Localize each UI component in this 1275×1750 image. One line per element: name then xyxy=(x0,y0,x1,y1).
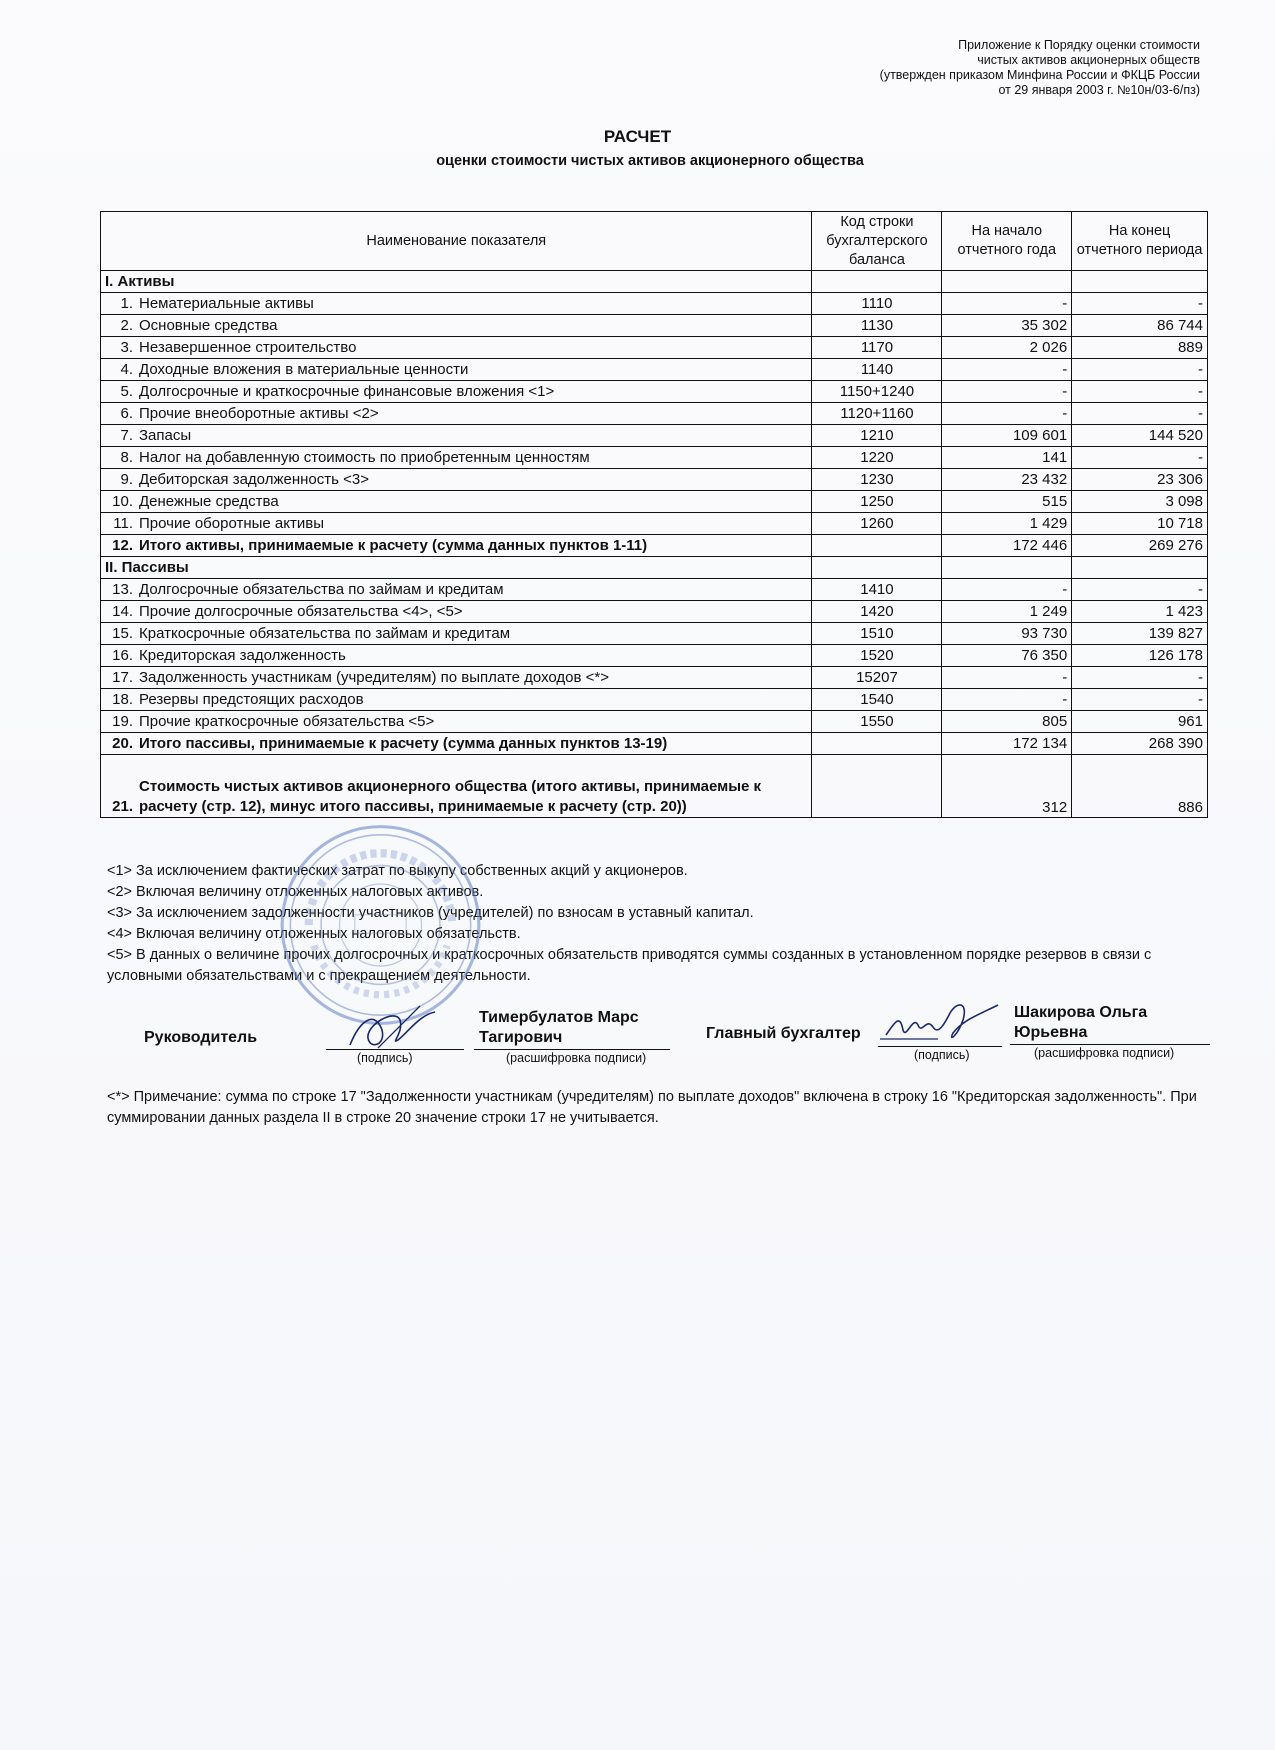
empty-cell xyxy=(812,557,942,579)
row-end-value: - xyxy=(1072,359,1208,381)
row-end-value: 144 520 xyxy=(1072,425,1208,447)
appendix-note xyxy=(780,38,1200,98)
row-number: 1. xyxy=(120,295,133,312)
empty-cell xyxy=(1072,271,1208,293)
row-code xyxy=(812,733,942,755)
company-stamp xyxy=(278,820,483,1030)
row-label: Краткосрочные обязательства по займам и кредитам xyxy=(139,625,511,642)
row-end-value: - xyxy=(1072,403,1208,425)
head-label: Руководитель xyxy=(144,1029,258,1046)
row-number: 17. xyxy=(112,669,133,686)
row-code: 1420 xyxy=(812,601,942,623)
liabilities-total-row xyxy=(101,733,1208,755)
table-row xyxy=(101,425,1208,447)
row-start-value: 23 432 xyxy=(942,469,1072,491)
row-end-value: - xyxy=(1072,381,1208,403)
row-label: Нематериальные активы xyxy=(139,295,314,312)
section-row xyxy=(101,271,1208,293)
row-code: 1150+1240 xyxy=(812,381,942,403)
row-start-value: 1 429 xyxy=(942,513,1072,535)
footnote: <5> В данных о величине прочих долгосрочных и краткосрочных обязательств приводятся суммы созданных в установленном порядке резервов в связи с условными обязательствами и с прекращением деятельности. xyxy=(107,947,1152,984)
row-number: 19. xyxy=(112,713,133,730)
assets-rows xyxy=(101,293,1208,535)
row-end-value: 10 718 xyxy=(1072,513,1208,535)
table-row xyxy=(101,689,1208,711)
section-row xyxy=(101,557,1208,579)
row-name xyxy=(101,359,812,381)
row-start-value: 515 xyxy=(942,491,1072,513)
row-end-value: 139 827 xyxy=(1072,623,1208,645)
row-end-value: 3 098 xyxy=(1072,491,1208,513)
footnote: <2> Включая величину отложенных налоговых активов. xyxy=(107,884,484,900)
head-decode-line xyxy=(474,1049,670,1050)
row-start-value: - xyxy=(942,381,1072,403)
row-end-value: 961 xyxy=(1072,711,1208,733)
row-end-value: 268 390 xyxy=(1072,733,1208,755)
document-subtitle: оценки стоимости чистых активов акционерного общества xyxy=(436,153,864,169)
row-number: 18. xyxy=(112,691,133,708)
row-number: 9. xyxy=(120,471,133,488)
row-name xyxy=(101,381,812,403)
row-end-value: 23 306 xyxy=(1072,469,1208,491)
row-number: 5. xyxy=(120,383,133,400)
row-code: 1260 xyxy=(812,513,942,535)
header-code: Код строки бухгалтерского баланса xyxy=(812,212,942,271)
section-liabilities-title: II. Пассивы xyxy=(101,557,812,579)
row-start-value: - xyxy=(942,579,1072,601)
row-name xyxy=(101,403,812,425)
row-number: 3. xyxy=(120,339,133,356)
row-number: 20. xyxy=(112,735,133,752)
head-decode-caption: (расшифровка подписи) xyxy=(506,1051,647,1065)
appendix-line: чистых активов акционерных обществ xyxy=(977,53,1200,67)
table-row xyxy=(101,381,1208,403)
table-row xyxy=(101,293,1208,315)
row-label: Незавершенное строительство xyxy=(139,339,357,356)
empty-cell xyxy=(942,271,1072,293)
table-row xyxy=(101,359,1208,381)
row-end-value: - xyxy=(1072,579,1208,601)
row-label: Прочие краткосрочные обязательства <5> xyxy=(139,713,435,730)
row-code: 15207 xyxy=(812,667,942,689)
remark-note: <*> Примечание: сумма по строке 17 "Задолженности участникам (учредителям) по выплате доходов" включена в строку 16 "Кредиторская задолженность". При суммировании данных раздела II в строке 20 значение строки 17 не учитывается. xyxy=(107,1089,1197,1126)
table-row xyxy=(101,623,1208,645)
row-code: 1220 xyxy=(812,447,942,469)
row-name xyxy=(101,513,812,535)
row-name xyxy=(101,535,812,557)
row-code: 1230 xyxy=(812,469,942,491)
accountant-name-line: Юрьевна xyxy=(1014,1024,1088,1041)
row-label: Долгосрочные обязательства по займам и кредитам xyxy=(139,581,504,598)
row-code: 1550 xyxy=(812,711,942,733)
row-number: 21. xyxy=(112,798,133,815)
row-start-value: 93 730 xyxy=(942,623,1072,645)
row-end-value: - xyxy=(1072,689,1208,711)
row-name xyxy=(101,623,812,645)
row-start-value: - xyxy=(942,689,1072,711)
row-end-value: 1 423 xyxy=(1072,601,1208,623)
row-number: 13. xyxy=(112,581,133,598)
table-row xyxy=(101,337,1208,359)
row-number: 14. xyxy=(112,603,133,620)
accountant-decode-line xyxy=(1010,1044,1210,1045)
head-signature xyxy=(340,1000,450,1055)
row-end-value: - xyxy=(1072,293,1208,315)
footnote: <4> Включая величину отложенных налоговых обязательств. xyxy=(107,926,521,942)
head-name-line: Тагирович xyxy=(479,1029,563,1046)
row-start-value: 312 xyxy=(942,755,1072,818)
row-end-value: 86 744 xyxy=(1072,315,1208,337)
row-label: Итого пассивы, принимаемые к расчету (сумма данных пунктов 13-19) xyxy=(139,735,668,752)
row-number: 11. xyxy=(113,515,133,532)
row-name xyxy=(101,645,812,667)
row-code: 1250 xyxy=(812,491,942,513)
row-start-value: 2 026 xyxy=(942,337,1072,359)
table-row xyxy=(101,447,1208,469)
row-start-value: 141 xyxy=(942,447,1072,469)
table-row xyxy=(101,315,1208,337)
table-row xyxy=(101,711,1208,733)
row-code xyxy=(812,755,942,818)
row-name xyxy=(101,667,812,689)
row-label: Налог на добавленную стоимость по приобретенным ценностям xyxy=(139,449,590,466)
row-start-value: - xyxy=(942,293,1072,315)
row-end-value: 269 276 xyxy=(1072,535,1208,557)
row-label: Кредиторская задолженность xyxy=(139,647,346,664)
accountant-name-line: Шакирова Ольга xyxy=(1014,1004,1148,1021)
row-number: 8. xyxy=(120,449,133,466)
row-name xyxy=(101,425,812,447)
row-number: 15. xyxy=(112,625,133,642)
accountant-signature-caption: (подпись) xyxy=(914,1048,970,1062)
row-end-value: 889 xyxy=(1072,337,1208,359)
document-title: РАСЧЕТ xyxy=(603,127,672,146)
row-start-value: - xyxy=(942,667,1072,689)
row-name xyxy=(101,293,812,315)
table-row xyxy=(101,667,1208,689)
row-label: Основные средства xyxy=(139,317,278,334)
table-row xyxy=(101,491,1208,513)
accountant-decode-caption: (расшифровка подписи) xyxy=(1034,1046,1175,1060)
row-number: 10. xyxy=(112,493,133,510)
row-label: Прочие оборотные активы xyxy=(139,515,324,532)
row-name xyxy=(101,315,812,337)
row-start-value: 805 xyxy=(942,711,1072,733)
signatures-block xyxy=(0,1000,1275,1070)
row-number: 4. xyxy=(120,361,133,378)
row-code: 1210 xyxy=(812,425,942,447)
footnote: <3> За исключением задолженности участников (учредителей) по взносам в уставный капитал. xyxy=(107,905,754,921)
row-number: 16. xyxy=(112,647,133,664)
row-code xyxy=(812,535,942,557)
row-number: 12. xyxy=(112,537,133,554)
head-name xyxy=(479,1008,639,1048)
row-label: Задолженность участникам (учредителям) по выплате доходов <*> xyxy=(139,669,609,686)
row-code: 1170 xyxy=(812,337,942,359)
table-row xyxy=(101,601,1208,623)
row-name xyxy=(101,755,812,818)
liabilities-rows xyxy=(101,579,1208,733)
net-assets-row xyxy=(101,755,1208,818)
row-number: 6. xyxy=(120,405,133,422)
row-code: 1410 xyxy=(812,579,942,601)
row-end-value: 126 178 xyxy=(1072,645,1208,667)
row-name xyxy=(101,447,812,469)
row-start-value: 109 601 xyxy=(942,425,1072,447)
row-number: 2. xyxy=(120,317,133,334)
footnotes xyxy=(107,861,1217,987)
table-row xyxy=(101,579,1208,601)
row-code: 1110 xyxy=(812,293,942,315)
row-code: 1540 xyxy=(812,689,942,711)
row-end-value: - xyxy=(1072,667,1208,689)
row-name xyxy=(101,337,812,359)
row-number: 7. xyxy=(120,427,133,444)
row-start-value: - xyxy=(942,403,1072,425)
header-end: На конец отчетного периода xyxy=(1072,212,1208,271)
header-name: Наименование показателя xyxy=(101,212,812,271)
row-start-value: - xyxy=(942,359,1072,381)
appendix-line: (утвержден приказом Минфина России и ФКЦБ России xyxy=(879,68,1200,82)
net-assets-table xyxy=(100,211,1208,818)
row-start-value: 76 350 xyxy=(942,645,1072,667)
row-end-value: - xyxy=(1072,447,1208,469)
row-start-value: 35 302 xyxy=(942,315,1072,337)
table-row xyxy=(101,403,1208,425)
table-row xyxy=(101,645,1208,667)
empty-cell xyxy=(812,271,942,293)
table-header-row xyxy=(101,212,1208,271)
row-name xyxy=(101,469,812,491)
table-row xyxy=(101,469,1208,491)
section-assets-title: I. Активы xyxy=(101,271,812,293)
accountant-name xyxy=(1014,1003,1147,1043)
row-name xyxy=(101,491,812,513)
row-code: 1120+1160 xyxy=(812,403,942,425)
row-label: Денежные средства xyxy=(139,493,279,510)
row-start-value: 1 249 xyxy=(942,601,1072,623)
row-label: Доходные вложения в материальные ценности xyxy=(139,361,469,378)
row-name xyxy=(101,733,812,755)
table-row xyxy=(101,513,1208,535)
row-name xyxy=(101,579,812,601)
empty-cell xyxy=(1072,557,1208,579)
footnote: <1> За исключением фактических затрат по выкупу собственных акций у акционеров. xyxy=(107,863,688,879)
row-label: Прочие долгосрочные обязательства <4>, <5> xyxy=(139,603,463,620)
row-end-value: 886 xyxy=(1072,755,1208,818)
head-name-line: Тимербулатов Марс xyxy=(479,1009,639,1026)
row-code: 1510 xyxy=(812,623,942,645)
row-code: 1140 xyxy=(812,359,942,381)
row-label: Стоимость чистых активов акционерного общества (итого активы, принимаемые к расчету (стр. 12), минус итого пассивы, принимаемые к расчету (стр. 20)) xyxy=(139,778,762,815)
row-label: Резервы предстоящих расходов xyxy=(139,691,364,708)
row-name xyxy=(101,601,812,623)
row-start-value: 172 134 xyxy=(942,733,1072,755)
row-start-value: 172 446 xyxy=(942,535,1072,557)
row-code: 1130 xyxy=(812,315,942,337)
row-label: Долгосрочные и краткосрочные финансовые вложения <1> xyxy=(139,383,555,400)
row-code: 1520 xyxy=(812,645,942,667)
row-label: Дебиторская задолженность <3> xyxy=(139,471,369,488)
empty-cell xyxy=(942,557,1072,579)
appendix-line: Приложение к Порядку оценки стоимости xyxy=(958,38,1200,52)
head-signature-caption: (подпись) xyxy=(357,1051,413,1065)
row-label: Прочие внеоборотные активы <2> xyxy=(139,405,379,422)
accountant-signature xyxy=(878,995,1008,1050)
row-name xyxy=(101,711,812,733)
appendix-line: от 29 января 2003 г. №10н/03-6/пз) xyxy=(998,83,1200,97)
header-start: На начало отчетного года xyxy=(942,212,1072,271)
row-label: Запасы xyxy=(139,427,192,444)
assets-total-row xyxy=(101,535,1208,557)
row-name xyxy=(101,689,812,711)
row-label: Итого активы, принимаемые к расчету (сумма данных пунктов 1-11) xyxy=(139,537,648,554)
accountant-label: Главный бухгалтер xyxy=(706,1025,861,1042)
